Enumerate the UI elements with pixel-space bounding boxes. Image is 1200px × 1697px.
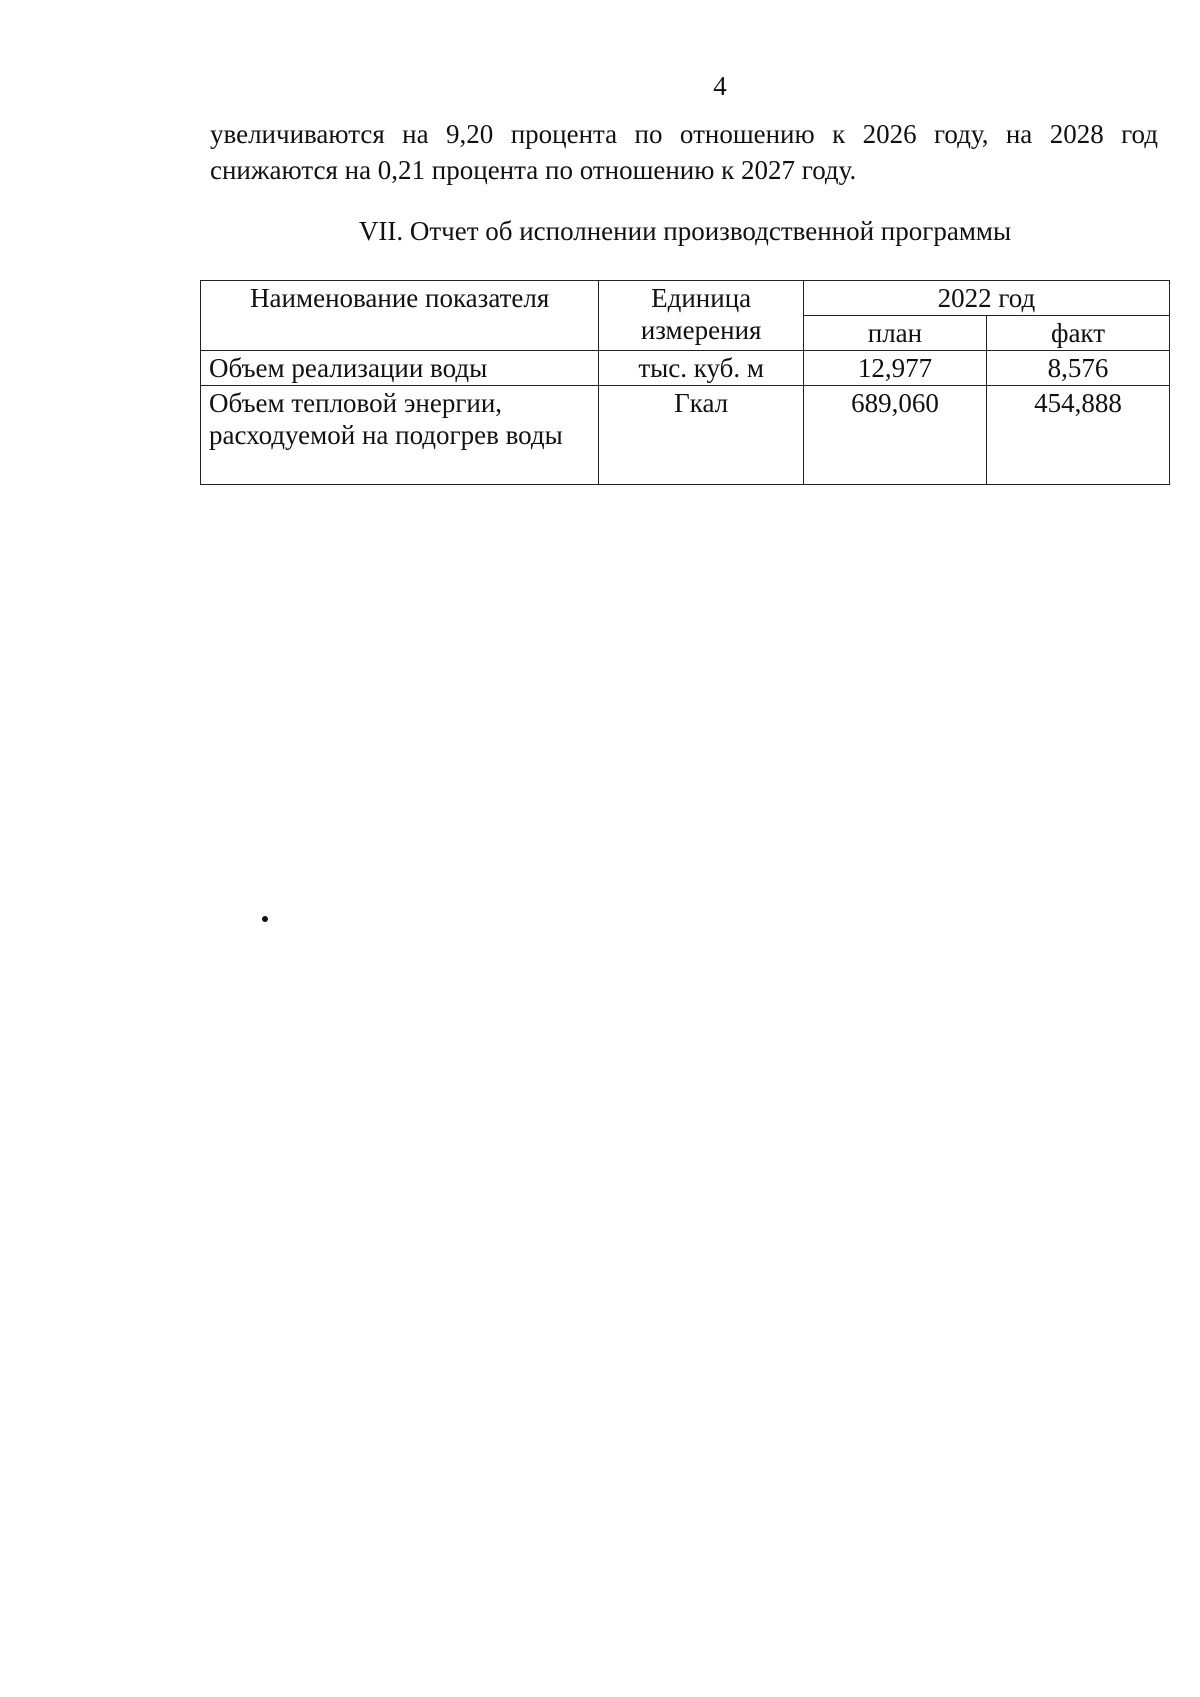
row-indicator-name: Объем тепловой энергии, расходуемой на подогрев воды — [201, 386, 599, 485]
section-title: VII. Отчет об исполнении производственной программы — [358, 216, 1012, 246]
header-indicator-name: Наименование показателя — [201, 281, 599, 351]
row-unit: Гкал — [599, 386, 804, 485]
row-indicator-name: Объем реализации воды — [201, 351, 599, 386]
table-row — [201, 351, 1170, 386]
header-plan: план — [803, 316, 986, 351]
paragraph-line-1: увеличиваются на 9,20 процента по отношению к 2026 году, на 2028 год — [210, 119, 1158, 149]
table-row — [201, 386, 1170, 485]
header-unit: Единица измерения — [599, 281, 804, 351]
table-header-row — [201, 281, 1170, 316]
row-plan-value: 12,977 — [803, 351, 986, 386]
row-fact-value: 454,888 — [986, 386, 1169, 485]
row-unit: тыс. куб. м — [599, 351, 804, 386]
stray-dot-mark — [262, 916, 268, 922]
production-program-report-table — [200, 280, 1170, 485]
row-plan-value: 689,060 — [803, 386, 986, 485]
paragraph-line-2: снижаются на 0,21 процента по отношению к 2027 году. — [210, 155, 857, 185]
row-fact-value: 8,576 — [986, 351, 1169, 386]
header-fact: факт — [986, 316, 1169, 351]
body-paragraph — [210, 116, 1158, 188]
page-number: 4 — [713, 71, 727, 101]
header-year: 2022 год — [803, 281, 1169, 316]
